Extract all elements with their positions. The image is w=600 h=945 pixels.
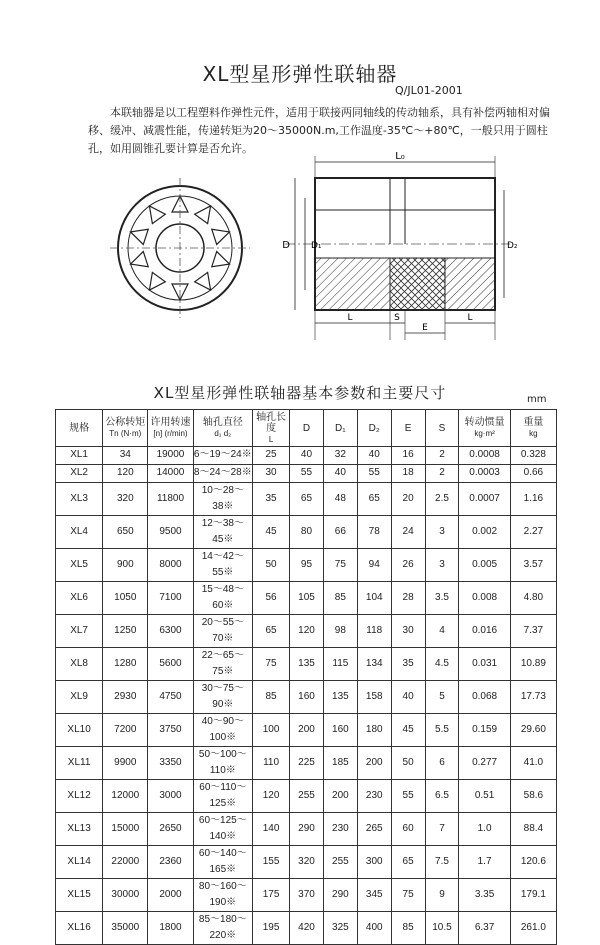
table-cell: 9900	[103, 746, 148, 779]
table-cell: 6.5	[425, 779, 459, 812]
table-cell: 180	[357, 713, 391, 746]
table-cell: XL11	[56, 746, 103, 779]
table-cell: XL14	[56, 845, 103, 878]
table-cell: 98	[323, 614, 357, 647]
column-header	[425, 410, 459, 447]
table-cell: 160	[323, 713, 357, 746]
table-cell: 120	[290, 614, 324, 647]
table-row	[56, 447, 557, 465]
table-cell: 1250	[103, 614, 148, 647]
column-header	[323, 410, 357, 447]
table-cell: 9500	[148, 515, 193, 548]
table-cell: 56	[253, 581, 290, 614]
label-S: S	[394, 313, 400, 323]
table-cell: 85～180～220※	[193, 911, 253, 944]
table-cell: 0.159	[459, 713, 510, 746]
table-cell: 6	[425, 746, 459, 779]
table-cell: 0.005	[459, 548, 510, 581]
table-cell: 0.0008	[459, 447, 510, 465]
table-cell: 10.89	[510, 647, 556, 680]
table-cell: 2	[425, 464, 459, 482]
table-cell: 26	[391, 548, 425, 581]
table-cell: 420	[290, 911, 324, 944]
column-header	[459, 410, 510, 447]
table-cell: 22～65～75※	[193, 647, 253, 680]
table-row	[56, 464, 557, 482]
column-header-main: 规格	[69, 422, 90, 434]
column-header-sub: [n] (r/min)	[153, 429, 188, 438]
table-cell: 45	[391, 713, 425, 746]
label-D2: D₂	[507, 241, 518, 251]
table-cell: 85	[391, 911, 425, 944]
table-cell: 0.002	[459, 515, 510, 548]
table-cell: 58.6	[510, 779, 556, 812]
table-cell: 94	[357, 548, 391, 581]
table-cell: XL4	[56, 515, 103, 548]
table-cell: 140	[253, 812, 290, 845]
table-cell: 135	[323, 680, 357, 713]
table-cell: 4750	[148, 680, 193, 713]
table-cell: 55	[290, 464, 324, 482]
table-row	[56, 812, 557, 845]
table-cell: 3.35	[459, 878, 510, 911]
table-cell: 2360	[148, 845, 193, 878]
column-header-sub: kg	[529, 429, 538, 438]
table-cell: 7.37	[510, 614, 556, 647]
column-header	[193, 410, 253, 447]
table-row	[56, 482, 557, 515]
table-cell: 230	[357, 779, 391, 812]
table-cell: 65	[357, 482, 391, 515]
table-cell: 185	[323, 746, 357, 779]
table-cell: 32	[323, 447, 357, 465]
table-cell: 300	[357, 845, 391, 878]
table-cell: 30	[253, 464, 290, 482]
table-cell: 135	[290, 647, 324, 680]
label-L-left: L	[347, 313, 353, 323]
table-cell: 0.51	[459, 779, 510, 812]
table-cell: XL8	[56, 647, 103, 680]
table-row	[56, 746, 557, 779]
table-cell: 40～90～100※	[193, 713, 253, 746]
table-row	[56, 845, 557, 878]
table-cell: 7	[425, 812, 459, 845]
table-cell: 85	[253, 680, 290, 713]
table-cell: 75	[323, 548, 357, 581]
table-cell: 650	[103, 515, 148, 548]
column-header-main: S	[438, 422, 446, 434]
table-cell: 0.0003	[459, 464, 510, 482]
table-cell: 1800	[148, 911, 193, 944]
table-cell: 66	[323, 515, 357, 548]
table-cell: XL15	[56, 878, 103, 911]
column-header-sub: d₁ d₂	[214, 429, 232, 438]
table-cell: 30000	[103, 878, 148, 911]
table-cell: 200	[323, 779, 357, 812]
column-header-main: 轴孔直径	[202, 417, 243, 428]
table-cell: 20	[391, 482, 425, 515]
table-cell: 22000	[103, 845, 148, 878]
column-header-main: D	[302, 422, 311, 434]
label-L0: L₀	[395, 151, 405, 162]
table-cell: 110	[253, 746, 290, 779]
table-cell: 80	[290, 515, 324, 548]
table-cell: 10～28～38※	[193, 482, 253, 515]
page-title: XL型星形弹性联轴器	[202, 62, 398, 86]
column-header-sub: L	[268, 434, 274, 444]
table-cell: 265	[357, 812, 391, 845]
column-header-main: D₂	[368, 422, 380, 434]
table-cell: 60～140～165※	[193, 845, 253, 878]
table-cell: 134	[357, 647, 391, 680]
table-cell: 34	[103, 447, 148, 465]
table-cell: 115	[323, 647, 357, 680]
column-header-main: D₁	[335, 422, 346, 434]
table-cell: 7200	[103, 713, 148, 746]
column-header-main: E	[404, 422, 412, 434]
column-header-main: 轴孔长度	[256, 411, 287, 434]
table-cell: 7100	[148, 581, 193, 614]
table-cell: 4.80	[510, 581, 556, 614]
table-cell: 0.016	[459, 614, 510, 647]
column-header	[148, 410, 193, 447]
table-cell: 6300	[148, 614, 193, 647]
table-cell: 50	[253, 548, 290, 581]
column-header	[253, 410, 290, 447]
table-cell: 60～125～140※	[193, 812, 253, 845]
table-cell: 3000	[148, 779, 193, 812]
table-cell: 118	[357, 614, 391, 647]
table-cell: 120	[103, 464, 148, 482]
column-header-sub: kg·m²	[474, 429, 495, 438]
intro-text: 本联轴器是以工程塑料作弹性元件，适用于联接两同轴线的传动轴系，具有补偿两轴相对偏移、缓冲、减震性能，传递转矩为20～35000N.m,工作温度-35℃～+80℃，一般只用于圆柱孔，如用圆锥孔要计算是否允许。	[88, 106, 550, 155]
table-cell: 14～42～55※	[193, 548, 253, 581]
table-cell: 1.7	[459, 845, 510, 878]
table-cell: 50	[391, 746, 425, 779]
table-cell: 88.4	[510, 812, 556, 845]
unit-label: mm	[527, 394, 547, 405]
table-cell: 14000	[148, 464, 193, 482]
table-cell: 65	[253, 614, 290, 647]
table-cell: 35	[391, 647, 425, 680]
table-cell: 120.6	[510, 845, 556, 878]
table-cell: 20～55～70※	[193, 614, 253, 647]
table-cell: 8～24～28※	[193, 464, 253, 482]
table-cell: 5600	[148, 647, 193, 680]
table-cell: XL13	[56, 812, 103, 845]
table-row	[56, 548, 557, 581]
table-row	[56, 713, 557, 746]
table-cell: 65	[391, 845, 425, 878]
table-cell: 900	[103, 548, 148, 581]
column-header-sub: Tn (N·m)	[109, 429, 142, 438]
table-cell: 29.60	[510, 713, 556, 746]
label-D1: D₁	[311, 241, 322, 251]
column-header	[56, 410, 103, 447]
table-cell: 261.0	[510, 911, 556, 944]
table-cell: 370	[290, 878, 324, 911]
label-E: E	[422, 323, 428, 333]
column-header	[391, 410, 425, 447]
table-row	[56, 647, 557, 680]
table-cell: 15000	[103, 812, 148, 845]
table-cell: XL7	[56, 614, 103, 647]
table-cell: 55	[391, 779, 425, 812]
parameter-table	[55, 409, 557, 945]
table-cell: 200	[357, 746, 391, 779]
table-cell: 2.27	[510, 515, 556, 548]
table-cell: 25	[253, 447, 290, 465]
column-header-main: 重量	[523, 417, 544, 428]
table-cell: 105	[290, 581, 324, 614]
table-cell: 18	[391, 464, 425, 482]
table-cell: XL6	[56, 581, 103, 614]
table-cell: XL16	[56, 911, 103, 944]
table-title: XL型星形弹性联轴器基本参数和主要尺寸	[153, 384, 447, 402]
table-cell: 2000	[148, 878, 193, 911]
table-cell: 95	[290, 548, 324, 581]
column-header-main: 公称转矩	[105, 417, 146, 428]
table-cell: 2930	[103, 680, 148, 713]
table-cell: 48	[323, 482, 357, 515]
table-cell: 158	[357, 680, 391, 713]
table-cell: 0.031	[459, 647, 510, 680]
table-cell: 5.5	[425, 713, 459, 746]
table-cell: 290	[290, 812, 324, 845]
table-row	[56, 779, 557, 812]
table-cell: 195	[253, 911, 290, 944]
table-cell: 19000	[148, 447, 193, 465]
table-cell: 11800	[148, 482, 193, 515]
table-header-row	[56, 410, 557, 447]
table-cell: 104	[357, 581, 391, 614]
table-cell: 5	[425, 680, 459, 713]
table-cell: 24	[391, 515, 425, 548]
table-cell: XL10	[56, 713, 103, 746]
technical-drawing	[100, 148, 520, 348]
table-cell: 325	[323, 911, 357, 944]
table-cell: 15～48～60※	[193, 581, 253, 614]
table-cell: 3350	[148, 746, 193, 779]
table-cell: 75	[391, 878, 425, 911]
table-cell: 3.57	[510, 548, 556, 581]
table-cell: 0.008	[459, 581, 510, 614]
front-view	[110, 178, 250, 318]
table-row	[56, 515, 557, 548]
table-cell: 4.5	[425, 647, 459, 680]
table-cell: 60	[391, 812, 425, 845]
column-header	[290, 410, 324, 447]
table-cell: 1.16	[510, 482, 556, 515]
column-header	[510, 410, 556, 447]
table-cell: 17.73	[510, 680, 556, 713]
table-row	[56, 680, 557, 713]
table-cell: 45	[253, 515, 290, 548]
table-cell: 16	[391, 447, 425, 465]
table-cell: 320	[103, 482, 148, 515]
table-cell: 30～75～90※	[193, 680, 253, 713]
label-L-right: L	[467, 313, 473, 323]
table-cell: 85	[323, 581, 357, 614]
table-cell: XL9	[56, 680, 103, 713]
table-body	[56, 447, 557, 945]
column-header-main: 转动惯量	[464, 417, 505, 428]
table-cell: 100	[253, 713, 290, 746]
table-cell: 2.5	[425, 482, 459, 515]
table-cell: 80～160～190※	[193, 878, 253, 911]
table-cell: 50～100～110※	[193, 746, 253, 779]
table-cell: XL12	[56, 779, 103, 812]
table-cell: 0.277	[459, 746, 510, 779]
table-cell: 65	[290, 482, 324, 515]
table-cell: 2	[425, 447, 459, 465]
column-header	[103, 410, 148, 447]
table-cell: 40	[290, 447, 324, 465]
table-cell: XL3	[56, 482, 103, 515]
table-cell: 3.5	[425, 581, 459, 614]
table-cell: 155	[253, 845, 290, 878]
column-header	[357, 410, 391, 447]
table-cell: 1.0	[459, 812, 510, 845]
table-cell: 320	[290, 845, 324, 878]
table-cell: 4	[425, 614, 459, 647]
table-cell: 160	[290, 680, 324, 713]
table-cell: 35	[253, 482, 290, 515]
table-cell: 28	[391, 581, 425, 614]
table-cell: 12000	[103, 779, 148, 812]
table-cell: 55	[357, 464, 391, 482]
table-cell: 60～110～125※	[193, 779, 253, 812]
column-header-main: 许用转速	[150, 417, 191, 428]
table-cell: 225	[290, 746, 324, 779]
table-cell: 200	[290, 713, 324, 746]
table-row	[56, 614, 557, 647]
table-cell: 75	[253, 647, 290, 680]
table-cell: 2650	[148, 812, 193, 845]
table-cell: XL5	[56, 548, 103, 581]
table-cell: 3	[425, 515, 459, 548]
table-cell: 40	[391, 680, 425, 713]
table-cell: 3750	[148, 713, 193, 746]
table-row	[56, 911, 557, 944]
table-cell: 345	[357, 878, 391, 911]
table-cell: 30	[391, 614, 425, 647]
table-cell: 35000	[103, 911, 148, 944]
table-cell: 40	[357, 447, 391, 465]
table-cell: 6.37	[459, 911, 510, 944]
table-cell: 12～38～45※	[193, 515, 253, 548]
table-cell: 255	[323, 845, 357, 878]
table-row	[56, 581, 557, 614]
table-cell: 400	[357, 911, 391, 944]
table-cell: 120	[253, 779, 290, 812]
table-cell: 0.66	[510, 464, 556, 482]
table-cell: XL1	[56, 447, 103, 465]
table-cell: 290	[323, 878, 357, 911]
table-cell: 1050	[103, 581, 148, 614]
table-cell: 9	[425, 878, 459, 911]
table-row	[56, 878, 557, 911]
table-cell: 8000	[148, 548, 193, 581]
table-cell: 1280	[103, 647, 148, 680]
table-cell: 6～19～24※	[193, 447, 253, 465]
table-cell: 78	[357, 515, 391, 548]
table-cell: 7.5	[425, 845, 459, 878]
table-cell: XL2	[56, 464, 103, 482]
table-cell: 175	[253, 878, 290, 911]
table-cell: 10.5	[425, 911, 459, 944]
label-D: D	[282, 240, 290, 251]
table-cell: 41.0	[510, 746, 556, 779]
table-cell: 40	[323, 464, 357, 482]
section-view	[282, 151, 518, 340]
table-cell: 3	[425, 548, 459, 581]
standard-code: Q/JL01-2001	[395, 84, 463, 97]
table-cell: 179.1	[510, 878, 556, 911]
table-cell: 0.328	[510, 447, 556, 465]
table-cell: 255	[290, 779, 324, 812]
table-cell: 230	[323, 812, 357, 845]
table-cell: 0.068	[459, 680, 510, 713]
table-cell: 0.0007	[459, 482, 510, 515]
